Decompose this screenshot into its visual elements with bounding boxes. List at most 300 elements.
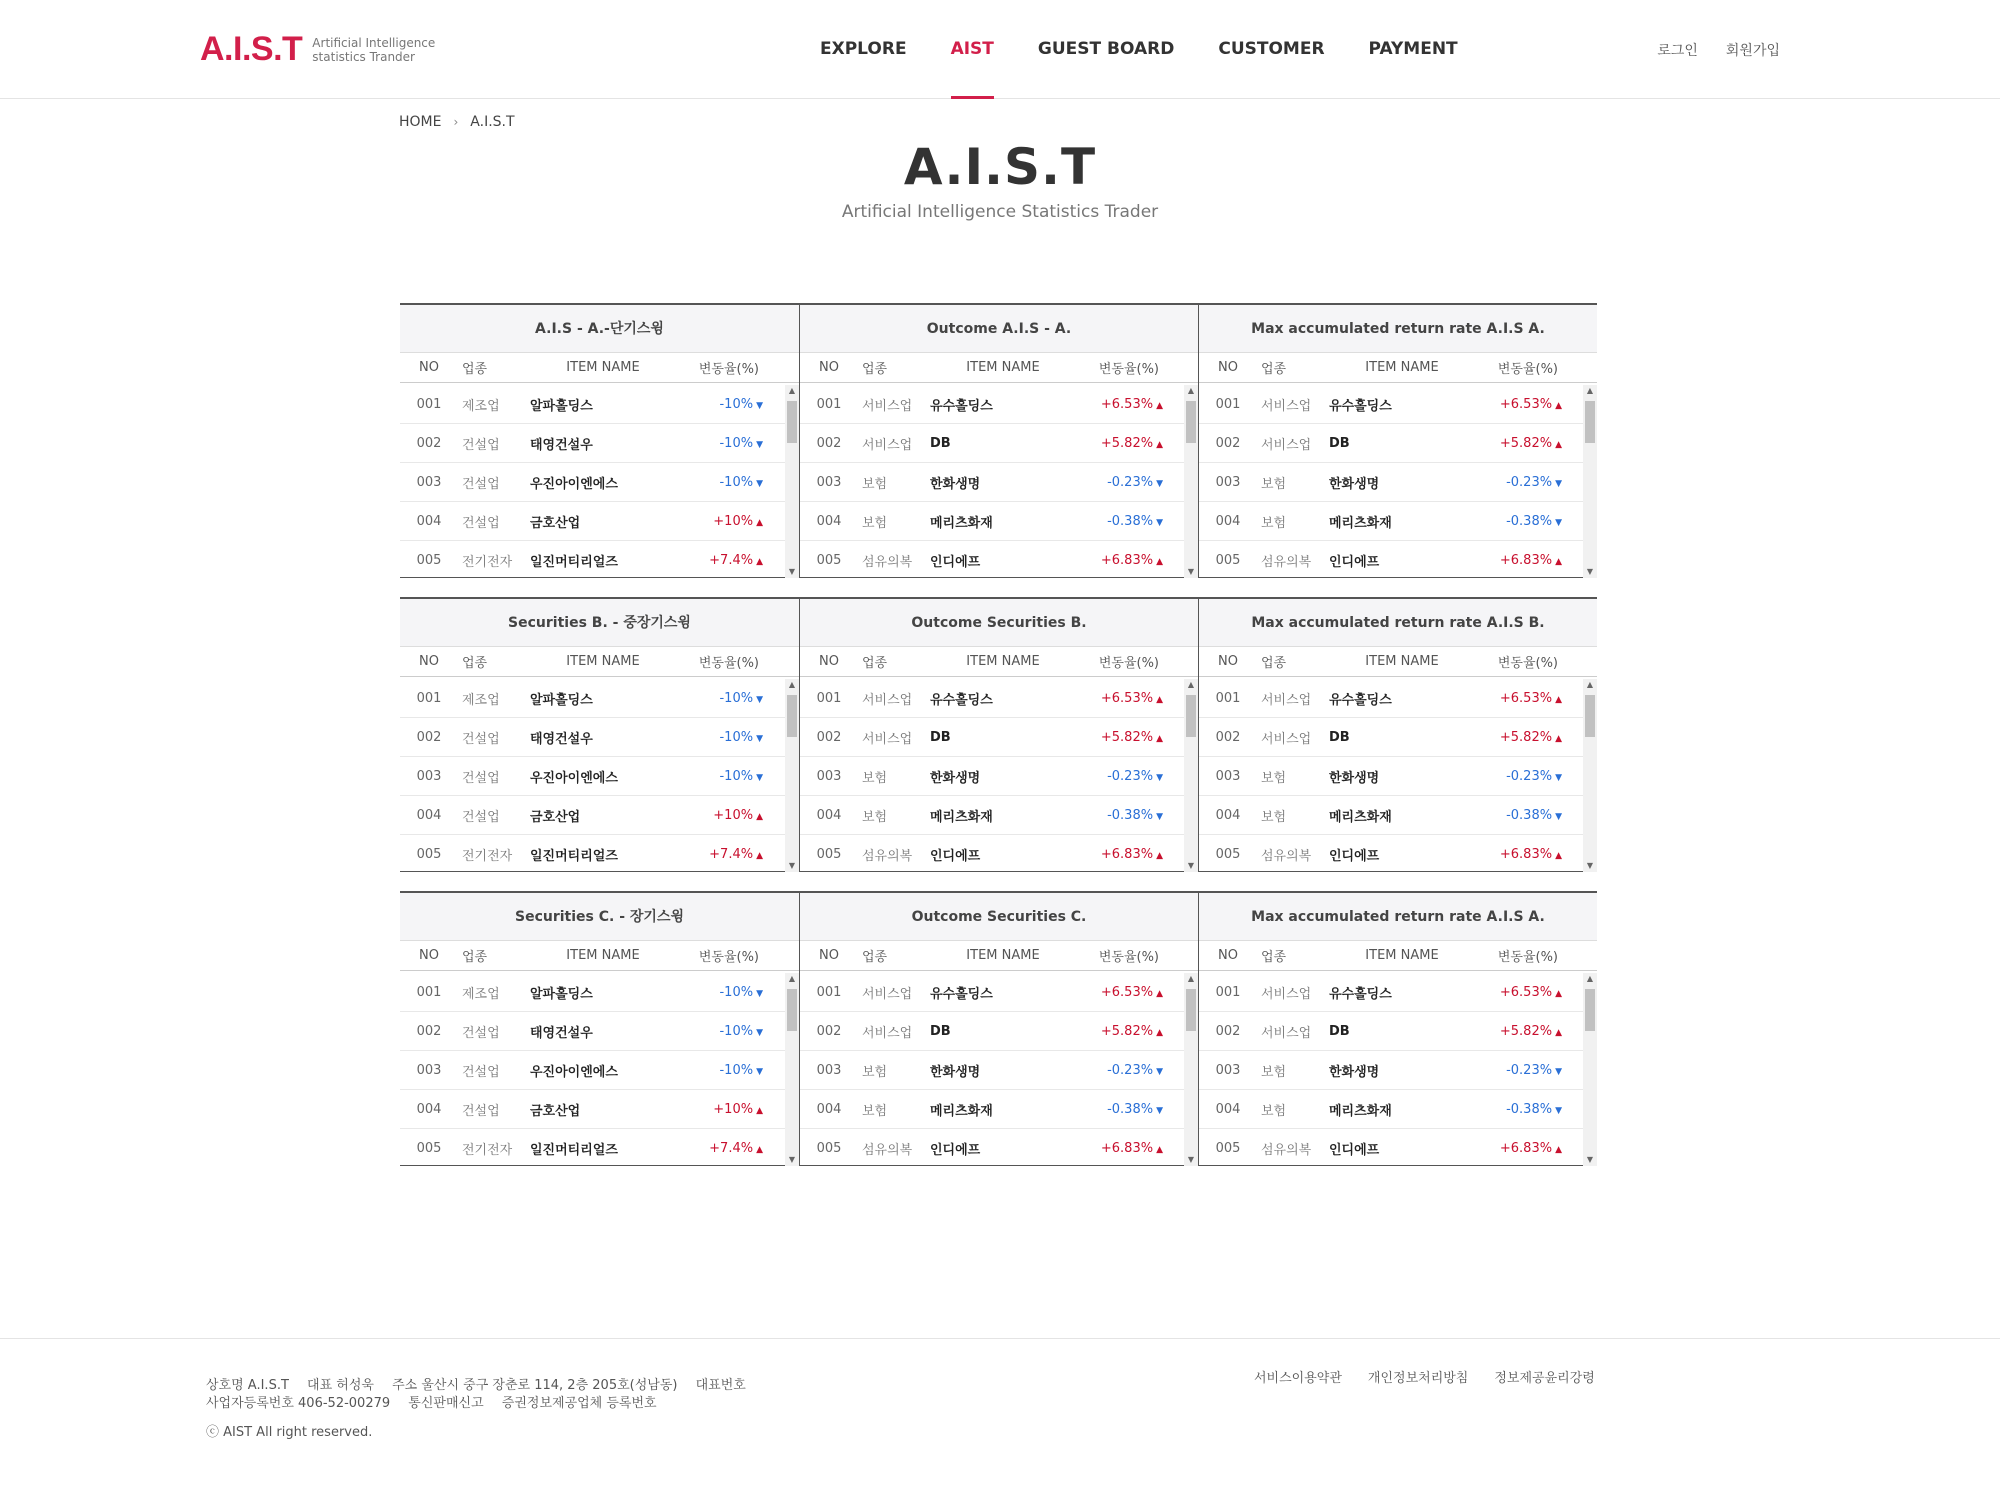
table-body <box>400 679 785 872</box>
row-no: 002 <box>416 729 442 745</box>
scroll-up-icon[interactable]: ▲ <box>1586 974 1594 983</box>
triangle-down-icon: ▼ <box>1555 1066 1562 1077</box>
row-no: 002 <box>816 435 842 451</box>
table-row[interactable] <box>800 718 1185 757</box>
row-item-name[interactable]: 우진아이엔에스 <box>530 476 618 492</box>
column-header <box>400 941 799 971</box>
row-rate <box>688 730 781 745</box>
row-item-name[interactable]: 한화생명 <box>1329 476 1380 492</box>
scroll-up-icon[interactable]: ▲ <box>788 680 796 689</box>
scrollbar[interactable] <box>785 973 799 1166</box>
col-sector: 업종 <box>1261 950 1287 965</box>
table-row[interactable] <box>1199 1012 1584 1051</box>
row-item-name[interactable]: 한화생명 <box>930 770 981 786</box>
rate-value: -0.38% <box>1506 1101 1553 1117</box>
table-row[interactable] <box>800 1012 1185 1051</box>
company-phone: 대표번호 <box>695 1378 746 1393</box>
table-row[interactable] <box>400 502 785 541</box>
row-rate <box>1088 1063 1181 1078</box>
table-row[interactable] <box>1199 796 1584 835</box>
row-sector: 건설업 <box>462 437 500 453</box>
rate-value: +6.83% <box>1100 553 1154 568</box>
row-rate <box>688 808 781 823</box>
row-item-name[interactable]: 인디에프 <box>1329 1143 1380 1158</box>
triangle-up-icon: ▲ <box>1156 1145 1163 1155</box>
table-row[interactable] <box>400 1012 785 1051</box>
scroll-up-icon[interactable]: ▲ <box>1586 386 1594 395</box>
column-header <box>1199 941 1597 971</box>
row-rate <box>1088 769 1181 784</box>
row-no: 003 <box>816 1062 842 1078</box>
rate-value: -10% <box>719 729 754 745</box>
table-row[interactable] <box>1199 718 1584 757</box>
row-rate <box>688 514 781 529</box>
table-row[interactable] <box>800 679 1185 718</box>
main-nav <box>820 0 1502 99</box>
table-row[interactable] <box>1199 1090 1584 1129</box>
row-no: 004 <box>416 807 442 823</box>
table-row[interactable] <box>800 1051 1185 1090</box>
triangle-down-icon: ▼ <box>1555 1105 1562 1116</box>
row-sector: 서비스업 <box>1261 398 1312 414</box>
scroll-thumb[interactable] <box>1585 989 1595 1031</box>
table-row[interactable] <box>800 1090 1185 1129</box>
row-no: 001 <box>416 396 442 412</box>
table-row[interactable] <box>800 757 1185 796</box>
row-sector: 건설업 <box>462 1025 500 1041</box>
rate-value: -0.38% <box>1107 807 1154 823</box>
row-item-name[interactable]: DB <box>930 1023 951 1039</box>
breadcrumb-home[interactable]: HOME <box>399 114 442 130</box>
col-item-name: ITEM NAME <box>1365 948 1439 963</box>
panel-title: Securities C. - 장기스윙 <box>400 893 799 941</box>
row-sector: 건설업 <box>462 1103 500 1119</box>
scroll-up-icon[interactable]: ▲ <box>788 386 796 395</box>
row-no: 005 <box>1215 1141 1241 1156</box>
row-rate <box>1088 985 1181 1000</box>
table-row[interactable] <box>400 973 785 1012</box>
table-row[interactable] <box>1199 973 1584 1012</box>
row-item-name[interactable]: 일진머티리얼즈 <box>530 555 618 570</box>
rate-value: -10% <box>719 690 754 706</box>
row-rate <box>688 691 781 706</box>
terms-link[interactable]: 서비스이용약관 <box>1254 1371 1342 1386</box>
auth-links <box>1629 40 1780 60</box>
scroll-up-icon[interactable]: ▲ <box>788 974 796 983</box>
business-number: 사업자등록번호 406-52-00279 <box>206 1396 391 1411</box>
col-no: NO <box>1218 360 1238 375</box>
rate-value: +5.82% <box>1499 435 1553 451</box>
scroll-thumb[interactable] <box>1186 695 1196 737</box>
table-row[interactable] <box>800 541 1185 578</box>
scrollbar[interactable] <box>1583 385 1597 578</box>
col-rate: 변동율(%) <box>1098 362 1159 377</box>
row-sector: 건설업 <box>462 809 500 825</box>
scroll-thumb[interactable] <box>1585 695 1595 737</box>
row-sector: 섬유의복 <box>862 1143 913 1158</box>
triangle-up-icon: ▲ <box>1555 988 1562 999</box>
table-row[interactable] <box>800 502 1185 541</box>
row-item-name[interactable]: 한화생명 <box>930 1064 981 1080</box>
nav-guest-board[interactable]: GUEST BOARD <box>1037 39 1175 59</box>
table-row[interactable] <box>800 1129 1185 1166</box>
scroll-down-icon[interactable]: ▼ <box>788 861 796 870</box>
logo[interactable] <box>200 30 492 69</box>
scroll-thumb[interactable] <box>1186 989 1196 1031</box>
table-row[interactable] <box>400 835 785 872</box>
rate-value: +5.82% <box>1100 729 1154 745</box>
nav-aist[interactable]: AIST <box>951 0 994 99</box>
row-rate <box>688 475 781 490</box>
scroll-up-icon[interactable]: ▲ <box>1187 974 1195 983</box>
row-item-name[interactable]: 태영건설우 <box>530 1025 593 1041</box>
table-row[interactable] <box>400 1051 785 1090</box>
row-rate <box>1088 1024 1181 1039</box>
table-row[interactable] <box>1199 1129 1584 1166</box>
table-row[interactable] <box>1199 679 1584 718</box>
scroll-down-icon[interactable]: ▼ <box>1586 1155 1594 1164</box>
row-item-name[interactable]: 한화생명 <box>1329 770 1380 786</box>
table-row[interactable] <box>800 385 1185 424</box>
row-sector: 보험 <box>862 476 888 492</box>
rate-value: -0.38% <box>1506 807 1553 823</box>
rate-value: -0.23% <box>1107 768 1154 784</box>
triangle-down-icon: ▼ <box>756 478 763 489</box>
row-no: 004 <box>816 513 842 529</box>
table-row[interactable] <box>800 424 1185 463</box>
row-item-name[interactable]: 금호산업 <box>530 515 581 531</box>
table-row[interactable] <box>400 718 785 757</box>
row-rate <box>1487 730 1580 745</box>
row-item-name[interactable]: 일진머티리얼즈 <box>530 849 618 864</box>
triangle-down-icon: ▼ <box>756 694 763 705</box>
scrollbar[interactable] <box>1184 973 1198 1166</box>
row-item-name[interactable]: 한화생명 <box>930 476 981 492</box>
row-sector: 보험 <box>1261 476 1287 492</box>
table-row[interactable] <box>400 757 785 796</box>
col-item-name: ITEM NAME <box>966 654 1040 669</box>
row-rate <box>1487 985 1580 1000</box>
triangle-down-icon: ▼ <box>1555 478 1562 489</box>
row-sector: 건설업 <box>462 770 500 786</box>
row-sector: 서비스업 <box>1261 731 1312 747</box>
row-item-name[interactable]: DB <box>1329 1023 1350 1039</box>
rate-value: +7.4% <box>709 847 754 862</box>
table-body <box>1199 973 1584 1166</box>
row-rate <box>688 1063 781 1078</box>
row-sector: 서비스업 <box>862 437 913 453</box>
nav-customer[interactable]: CUSTOMER <box>1218 39 1325 59</box>
scroll-down-icon[interactable]: ▼ <box>788 1155 796 1164</box>
row-sector: 서비스업 <box>862 731 913 747</box>
table-body <box>800 973 1185 1166</box>
scrollbar[interactable] <box>785 679 799 872</box>
scroll-thumb[interactable] <box>787 989 797 1031</box>
row-rate <box>1487 397 1580 412</box>
table-body <box>400 385 785 578</box>
row-no: 005 <box>416 1141 442 1156</box>
col-sector: 업종 <box>462 362 488 377</box>
row-item-name[interactable]: 인디에프 <box>1329 849 1380 864</box>
rate-value: +10% <box>713 1101 754 1117</box>
row-sector: 섬유의복 <box>1261 849 1312 864</box>
triangle-up-icon: ▲ <box>756 1105 763 1116</box>
row-item-name[interactable]: 유수홀딩스 <box>1329 692 1392 708</box>
row-sector: 보험 <box>862 809 888 825</box>
row-sector: 서비스업 <box>1261 692 1312 708</box>
col-no: NO <box>819 654 839 669</box>
triangle-down-icon: ▼ <box>756 988 763 999</box>
table-row[interactable] <box>400 541 785 578</box>
signup-link[interactable]: 회원가입 <box>1725 43 1780 59</box>
scrollbar[interactable] <box>1184 385 1198 578</box>
row-sector: 보험 <box>862 1064 888 1080</box>
row-rate <box>1088 808 1181 823</box>
triangle-down-icon: ▼ <box>1156 478 1163 489</box>
ranking-row <box>400 891 1597 1166</box>
scroll-up-icon[interactable]: ▲ <box>1187 386 1195 395</box>
row-rate <box>1088 475 1181 490</box>
row-item-name[interactable]: 메리츠화재 <box>1329 809 1392 825</box>
triangle-up-icon: ▲ <box>1555 694 1562 705</box>
row-item-name[interactable]: 알파홀딩스 <box>530 692 593 708</box>
triangle-up-icon: ▲ <box>1156 400 1163 411</box>
col-item-name: ITEM NAME <box>966 360 1040 375</box>
row-item-name[interactable]: 메리츠화재 <box>930 1103 993 1119</box>
row-item-name[interactable]: DB <box>930 729 951 745</box>
row-rate <box>688 1141 781 1156</box>
table-row[interactable] <box>400 424 785 463</box>
row-sector: 제조업 <box>462 398 500 414</box>
scroll-down-icon[interactable]: ▼ <box>1187 1155 1195 1164</box>
scroll-thumb[interactable] <box>787 695 797 737</box>
row-rate <box>1088 1102 1181 1117</box>
table-row[interactable] <box>800 973 1185 1012</box>
row-item-name[interactable]: DB <box>930 435 951 451</box>
scrollbar[interactable] <box>1583 973 1597 1166</box>
rate-value: +6.53% <box>1100 984 1154 1000</box>
row-item-name[interactable]: 메리츠화재 <box>1329 1103 1392 1119</box>
col-item-name: ITEM NAME <box>566 654 640 669</box>
table-row[interactable] <box>800 463 1185 502</box>
row-item-name[interactable]: 우진아이엔에스 <box>530 770 618 786</box>
triangle-up-icon: ▲ <box>1156 733 1163 744</box>
col-rate: 변동율(%) <box>698 950 759 965</box>
panel-title: Securities B. - 중장기스윙 <box>400 599 799 647</box>
row-item-name[interactable]: 인디에프 <box>930 1143 981 1158</box>
row-sector: 건설업 <box>462 1064 500 1080</box>
triangle-down-icon: ▼ <box>756 1027 763 1038</box>
rate-value: +5.82% <box>1499 729 1553 745</box>
logo-subtitle: Artificial Intelligence statistics Trander <box>312 35 436 64</box>
row-rate <box>1088 847 1181 862</box>
company-address: 주소 울산시 중구 장춘로 114, 2층 205호(성남동) <box>392 1378 678 1393</box>
privacy-link[interactable]: 개인정보처리방침 <box>1367 1371 1469 1386</box>
row-no: 003 <box>816 474 842 490</box>
triangle-up-icon: ▲ <box>1555 1145 1562 1155</box>
row-item-name[interactable]: 일진머티리얼즈 <box>530 1143 618 1158</box>
row-item-name[interactable]: 금호산업 <box>530 809 581 825</box>
login-link[interactable]: 로그인 <box>1657 43 1698 59</box>
table-row[interactable] <box>400 1090 785 1129</box>
rate-value: -10% <box>719 768 754 784</box>
rate-value: +5.82% <box>1100 1023 1154 1039</box>
row-item-name[interactable]: 알파홀딩스 <box>530 986 593 1002</box>
table-row[interactable] <box>1199 424 1584 463</box>
row-sector: 건설업 <box>462 476 500 492</box>
row-no: 005 <box>416 553 442 568</box>
col-rate: 변동율(%) <box>1497 656 1558 671</box>
col-rate: 변동율(%) <box>1497 950 1558 965</box>
scroll-thumb[interactable] <box>1585 401 1595 443</box>
rate-value: -10% <box>719 1023 754 1039</box>
scrollbar[interactable] <box>1583 679 1597 872</box>
triangle-up-icon: ▲ <box>1156 439 1163 450</box>
row-rate <box>1088 730 1181 745</box>
col-sector: 업종 <box>1261 656 1287 671</box>
ethics-link[interactable]: 정보제공윤리강령 <box>1494 1371 1595 1386</box>
row-item-name[interactable]: 우진아이엔에스 <box>530 1064 618 1080</box>
table-body <box>400 973 785 1166</box>
col-no: NO <box>819 948 839 963</box>
ranking-panel <box>400 303 799 578</box>
table-row[interactable] <box>1199 835 1584 872</box>
triangle-up-icon: ▲ <box>1555 851 1562 861</box>
rate-value: +6.53% <box>1499 690 1553 706</box>
logo-mark: A.I.S.T <box>200 30 303 68</box>
row-item-name[interactable]: DB <box>1329 729 1350 745</box>
row-item-name[interactable]: 태영건설우 <box>530 731 593 747</box>
triangle-up-icon: ▲ <box>1156 851 1163 861</box>
row-item-name[interactable]: 한화생명 <box>1329 1064 1380 1080</box>
scroll-up-icon[interactable]: ▲ <box>1586 680 1594 689</box>
row-item-name[interactable]: 유수홀딩스 <box>1329 986 1392 1002</box>
table-row[interactable] <box>400 463 785 502</box>
row-item-name[interactable]: 유수홀딩스 <box>1329 398 1392 414</box>
row-rate <box>1487 1063 1580 1078</box>
table-body <box>800 679 1185 872</box>
table-body <box>1199 385 1584 578</box>
table-row[interactable] <box>400 1129 785 1166</box>
table-row[interactable] <box>400 796 785 835</box>
row-no: 005 <box>816 1141 842 1156</box>
row-item-name[interactable]: 유수홀딩스 <box>930 986 993 1002</box>
scroll-down-icon[interactable]: ▼ <box>1187 567 1195 576</box>
row-no: 004 <box>416 1101 442 1117</box>
row-sector: 서비스업 <box>862 986 913 1002</box>
row-item-name[interactable]: 유수홀딩스 <box>930 692 993 708</box>
nav-explore[interactable]: EXPLORE <box>820 39 907 59</box>
row-item-name[interactable]: 알파홀딩스 <box>530 398 593 414</box>
rate-value: +6.83% <box>1100 847 1154 862</box>
table-row[interactable] <box>1199 502 1584 541</box>
row-rate <box>1487 514 1580 529</box>
rate-value: -0.23% <box>1107 1062 1154 1078</box>
rate-value: +6.83% <box>1499 847 1553 862</box>
panel-title: Max accumulated return rate A.I.S B. <box>1199 599 1597 647</box>
table-row[interactable] <box>1199 1051 1584 1090</box>
scrollbar[interactable] <box>1184 679 1198 872</box>
column-header <box>1199 353 1597 383</box>
table-row[interactable] <box>1199 541 1584 578</box>
table-row[interactable] <box>1199 385 1584 424</box>
scroll-thumb[interactable] <box>1186 401 1196 443</box>
ranking-panel <box>1198 891 1597 1166</box>
row-item-name[interactable]: 인디에프 <box>930 555 981 570</box>
row-item-name[interactable]: 금호산업 <box>530 1103 581 1119</box>
scroll-down-icon[interactable]: ▼ <box>1586 861 1594 870</box>
ranking-row <box>400 597 1597 872</box>
row-no: 001 <box>1215 396 1241 412</box>
row-item-name[interactable]: 태영건설우 <box>530 437 593 453</box>
table-row[interactable] <box>400 385 785 424</box>
row-no: 003 <box>1215 1062 1241 1078</box>
table-row[interactable] <box>1199 757 1584 796</box>
row-rate <box>1088 397 1181 412</box>
row-rate <box>1487 1024 1580 1039</box>
row-rate <box>688 436 781 451</box>
triangle-up-icon: ▲ <box>1555 1027 1562 1038</box>
row-rate <box>688 1024 781 1039</box>
table-row[interactable] <box>800 796 1185 835</box>
table-row[interactable] <box>400 679 785 718</box>
column-header <box>1199 647 1597 677</box>
row-sector: 보험 <box>1261 809 1287 825</box>
row-rate <box>1487 1141 1580 1156</box>
triangle-up-icon: ▲ <box>1156 988 1163 999</box>
row-item-name[interactable]: 인디에프 <box>1329 555 1380 570</box>
row-item-name[interactable]: 메리츠화재 <box>930 809 993 825</box>
row-rate <box>1088 553 1181 568</box>
col-no: NO <box>1218 948 1238 963</box>
row-item-name[interactable]: DB <box>1329 435 1350 451</box>
row-rate <box>688 769 781 784</box>
rate-value: -10% <box>719 396 754 412</box>
row-rate <box>688 1102 781 1117</box>
chevron-right-icon: › <box>453 115 459 129</box>
nav-payment[interactable]: PAYMENT <box>1368 39 1458 59</box>
scroll-down-icon[interactable]: ▼ <box>1586 567 1594 576</box>
table-row[interactable] <box>800 835 1185 872</box>
row-item-name[interactable]: 유수홀딩스 <box>930 398 993 414</box>
row-no: 001 <box>816 690 842 706</box>
row-item-name[interactable]: 메리츠화재 <box>1329 515 1392 531</box>
panel-title: Outcome A.I.S - A. <box>800 305 1198 353</box>
row-no: 004 <box>816 807 842 823</box>
rate-value: -10% <box>719 984 754 1000</box>
row-no: 004 <box>1215 1101 1241 1117</box>
scroll-down-icon[interactable]: ▼ <box>788 567 796 576</box>
row-no: 002 <box>816 729 842 745</box>
scroll-up-icon[interactable]: ▲ <box>1187 680 1195 689</box>
triangle-down-icon: ▼ <box>756 400 763 411</box>
rate-value: +6.53% <box>1100 690 1154 706</box>
row-item-name[interactable]: 메리츠화재 <box>930 515 993 531</box>
mail-order-registration: 통신판매신고 <box>408 1396 484 1411</box>
rate-value: -0.23% <box>1107 474 1154 490</box>
table-body <box>800 385 1185 578</box>
scrollbar[interactable] <box>785 385 799 578</box>
triangle-up-icon: ▲ <box>756 851 763 861</box>
row-no: 005 <box>816 553 842 568</box>
company-ceo: 대표 허성욱 <box>307 1378 374 1393</box>
ranking-row <box>400 303 1597 578</box>
row-item-name[interactable]: 인디에프 <box>930 849 981 864</box>
table-row[interactable] <box>1199 463 1584 502</box>
triangle-up-icon: ▲ <box>1555 439 1562 450</box>
scroll-down-icon[interactable]: ▼ <box>1187 861 1195 870</box>
scroll-thumb[interactable] <box>787 401 797 443</box>
